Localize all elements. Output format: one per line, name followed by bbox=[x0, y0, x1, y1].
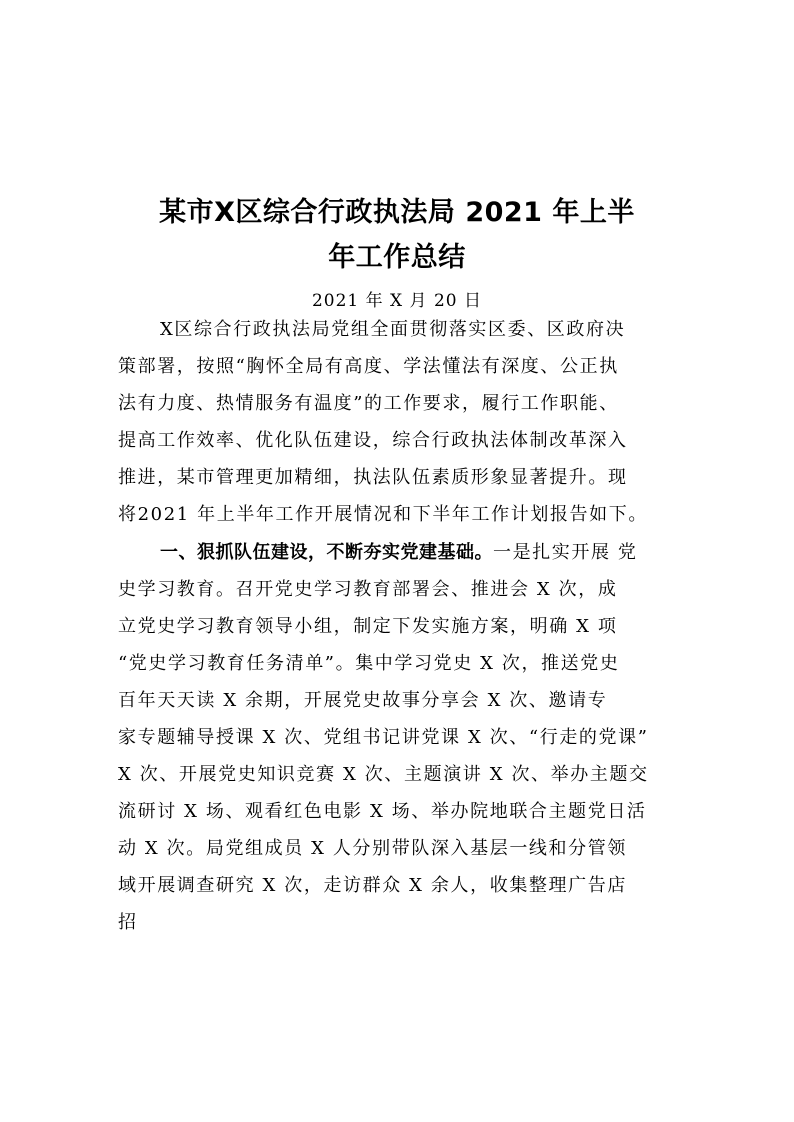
section-heading: 一、狠抓队伍建设，不断夯实党建基础。 bbox=[160, 542, 493, 563]
paragraph-line: 百年天天读 X 余期，开展党史故事分享会 X 次、邀请专 bbox=[118, 690, 608, 711]
document-title-line-1: 某市X区综合行政执法局 2021 年上半 bbox=[159, 197, 635, 228]
paragraph-line: 推进，某市管理更加精细，执法队伍素质形象显著提升。现 bbox=[118, 467, 628, 488]
paragraph-line: “党史学习教育任务清单”。集中学习党史 X 次，推送党史 bbox=[118, 653, 620, 674]
paragraph-line: 策部署，按照“胸怀全局有高度、学法懂法有深度、公正执 bbox=[118, 356, 619, 377]
document-date: 2021 年 X 月 20 日 bbox=[311, 291, 483, 311]
section-heading-rest: 一是扎实开展 党 bbox=[493, 542, 638, 563]
paragraph-line: 招 bbox=[118, 912, 138, 933]
paragraph-line: 立党史学习教育领导小组，制定下发实施方案，明确 X 项 bbox=[118, 616, 618, 637]
paragraph-line: X 次、开展党史知识竞赛 X 次、主题演讲 X 次、举办主题交 bbox=[118, 764, 649, 785]
paragraph-line: 动 X 次。局党组成员 X 人分别带队深入基层一线和分管领 bbox=[118, 838, 627, 859]
paragraph-line: 域开展调查研究 X 次，走访群众 X 余人，收集整理广告店 bbox=[118, 875, 627, 896]
section-heading-line bbox=[160, 541, 638, 565]
paragraph-line: 法有力度、热情服务有温度”的工作要求，履行工作职能、 bbox=[118, 393, 619, 414]
paragraph-line: 家专题辅导授课 X 次、党组书记讲党课 X 次、“行走的党课” bbox=[118, 727, 649, 748]
paragraph-line: 史学习教育。召开党史学习教育部署会、推进会 X 次，成 bbox=[118, 579, 618, 600]
paragraph-line: 流研讨 X 场、观看红色电影 X 场、举办院地联合主题党日活 bbox=[118, 801, 647, 822]
document-title-line-2: 年工作总结 bbox=[328, 242, 466, 273]
paragraph-line: 提高工作效率、优化队伍建设，综合行政执法体制改革深入 bbox=[118, 430, 628, 451]
paragraph-line: 将2021 年上半年工作开展情况和下半年工作计划报告如下。 bbox=[118, 504, 648, 525]
paragraph-line: X区综合行政执法局党组全面贯彻落实区委、区政府决 bbox=[160, 319, 626, 340]
